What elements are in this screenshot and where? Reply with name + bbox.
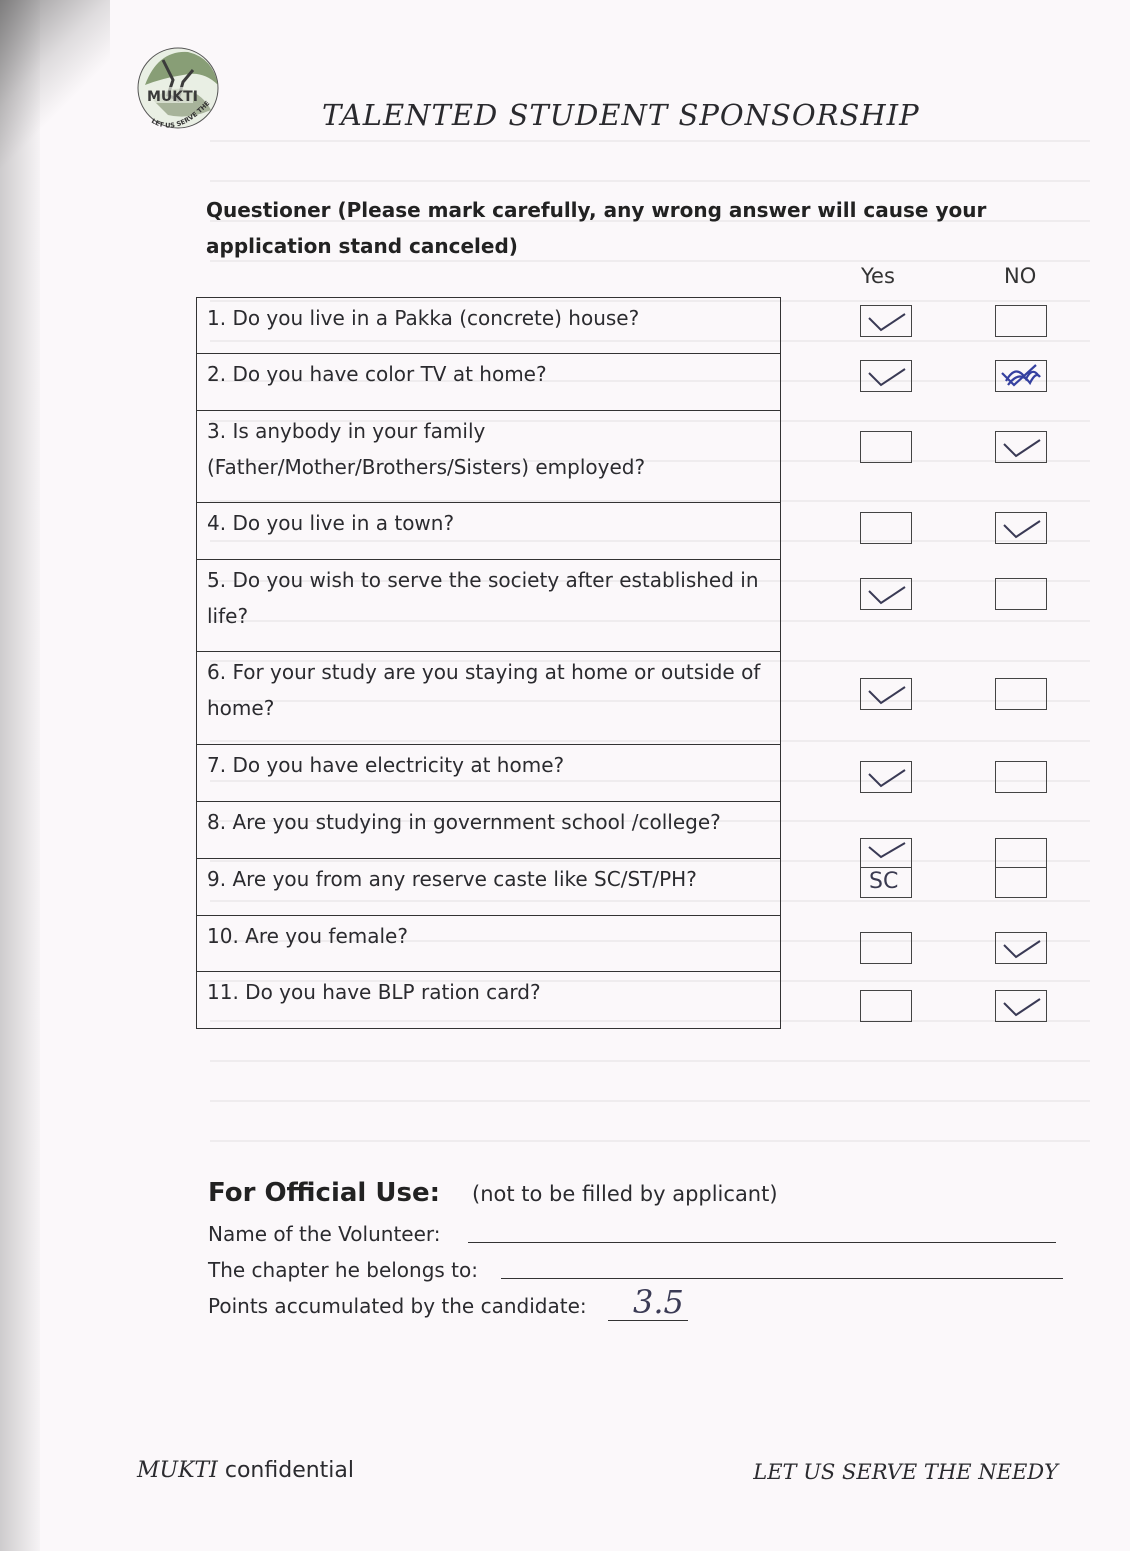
folded-corner-shadow <box>0 0 110 200</box>
points-label: Points accumulated by the candidate: <box>208 1294 587 1318</box>
question-row <box>197 652 781 745</box>
footer-confidential-text: confidential <box>224 1458 355 1483</box>
question-text: 8. Are you studying in government school /college? <box>207 810 721 834</box>
question-text: 2. Do you have color TV at home? <box>207 362 547 386</box>
checkbox-no[interactable] <box>995 578 1047 610</box>
question-row <box>197 859 781 916</box>
question-text: 6. For your study are you staying at home or outside of home? <box>207 660 761 720</box>
question-row <box>197 745 781 802</box>
checkbox-yes[interactable] <box>860 838 912 898</box>
question-row <box>197 298 781 354</box>
checkbox-yes[interactable] <box>860 932 912 964</box>
checkbox-no[interactable] <box>995 678 1047 710</box>
question-text: 5. Do you wish to serve the society after established in life? <box>207 568 759 628</box>
points-value: 3.5 <box>633 1283 684 1321</box>
footer-brand: MUKTI <box>137 1458 218 1483</box>
question-row <box>197 916 781 972</box>
page-title: TALENTED STUDENT SPONSORSHIP <box>322 98 920 132</box>
chapter-label: The chapter he belongs to: <box>208 1258 478 1282</box>
footer-confidential <box>137 1458 354 1483</box>
questions-table <box>196 297 781 1029</box>
question-text: 3. Is anybody in your family (Father/Mother/Brothers/Sisters) employed? <box>207 419 646 479</box>
checkbox-yes[interactable] <box>860 761 912 793</box>
page-edge-shadow <box>0 0 40 1551</box>
question-row <box>197 503 781 560</box>
chapter-field[interactable] <box>501 1278 1063 1279</box>
checkbox-no[interactable] <box>995 990 1047 1022</box>
checkbox-yes[interactable] <box>860 678 912 710</box>
volunteer-label: Name of the Volunteer: <box>208 1222 441 1246</box>
question-text: 1. Do you live in a Pakka (concrete) house? <box>207 306 640 330</box>
question-text: 10. Are you female? <box>207 924 408 948</box>
question-text: 4. Do you live in a town? <box>207 511 455 535</box>
official-use-note: (not to be filled by applicant) <box>472 1182 778 1206</box>
checkbox-yes[interactable] <box>860 990 912 1022</box>
footer-motto: LET US SERVE THE NEEDY <box>753 1460 1058 1484</box>
question-row <box>197 411 781 503</box>
official-use-heading: For Official Use: <box>208 1178 440 1208</box>
checkbox-no[interactable] <box>995 932 1047 964</box>
checkbox-yes[interactable] <box>860 305 912 337</box>
checkbox-no[interactable] <box>995 431 1047 463</box>
checkbox-yes[interactable] <box>860 431 912 463</box>
no-column-header: NO <box>1004 264 1037 288</box>
checkbox-no[interactable] <box>995 761 1047 793</box>
question-row <box>197 972 781 1029</box>
intro-instructions: Questioner (Please mark carefully, any wrong answer will cause your application stand canceled) <box>206 198 987 258</box>
checkbox-no[interactable] <box>995 838 1047 898</box>
mukti-logo <box>133 40 228 135</box>
question-text: 11. Do you have BLP ration card? <box>207 980 541 1004</box>
question-row <box>197 354 781 411</box>
question-text: 7. Do you have electricity at home? <box>207 753 565 777</box>
question-text: 9. Are you from any reserve caste like SC/ST/PH? <box>207 867 697 891</box>
question-row <box>197 802 781 859</box>
svg-text:LET US SERVE THE NEEDY: LET US SERVE THE <box>150 99 212 130</box>
yes-column-header: Yes <box>861 264 895 288</box>
checkbox-yes[interactable] <box>860 360 912 392</box>
question-row <box>197 560 781 652</box>
checkbox-no[interactable] <box>995 305 1047 337</box>
checkbox-yes[interactable] <box>860 578 912 610</box>
checkbox-no[interactable] <box>995 360 1047 392</box>
checkbox-no[interactable] <box>995 512 1047 544</box>
volunteer-name-field[interactable] <box>468 1242 1056 1243</box>
checkbox-yes[interactable] <box>860 512 912 544</box>
svg-text:MUKTI: MUKTI <box>147 89 198 105</box>
caste-note: SC <box>869 869 899 894</box>
